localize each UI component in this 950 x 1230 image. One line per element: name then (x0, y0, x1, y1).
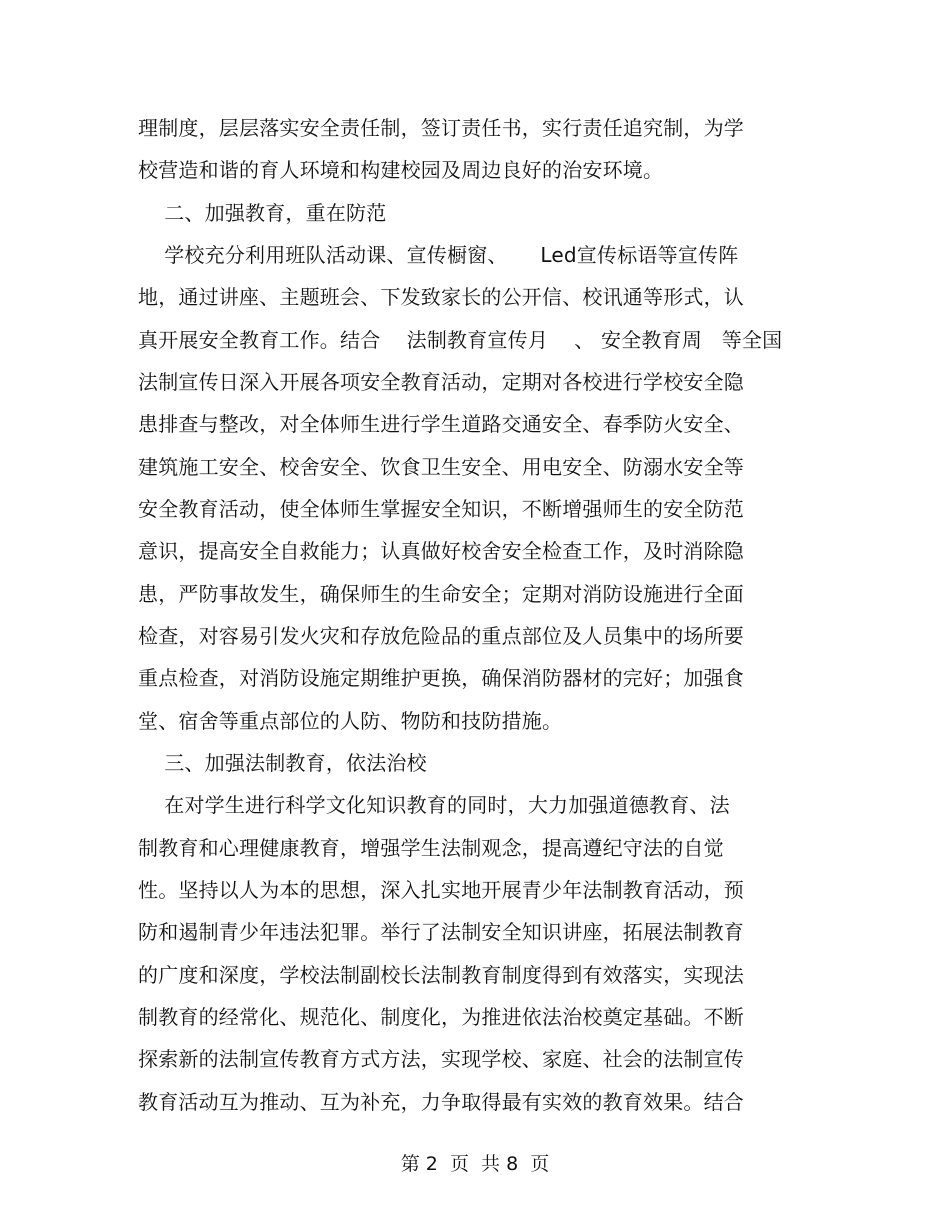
body-text-line: 校营造和谐的育人环境和构建校园及周边良好的治安环境。 (138, 158, 664, 182)
body-text-line: 安全教育活动，使全体师生掌握安全知识，不断增强师生的安全防范 (138, 497, 744, 521)
body-text-line: 患，严防事故发生，确保师生的生命安全；定期对消防设施进行全面 (138, 582, 744, 606)
body-text-line: 堂、宿舍等重点部位的人防、物防和技防措施。 (138, 709, 563, 733)
page-number-footer: 第 2 页 共 8 页 (400, 1153, 550, 1175)
section-heading: 二、加强教育，重在防范 (138, 201, 387, 225)
body-text-line: 法制宣传日深入开展各项安全教育活动，定期对各校进行学校安全隐 (138, 370, 744, 394)
body-text-line: 防和遏制青少年违法犯罪。举行了法制安全知识讲座，拓展法制教育 (138, 920, 744, 944)
body-text-line: 建筑施工安全、校舍安全、饮食卫生安全、用电安全、防溺水安全等 (138, 455, 744, 479)
body-text-line: 学校充分利用班队活动课、宣传橱窗、 Led宣传标语等宣传阵 (138, 243, 739, 267)
body-text-line: 的广度和深度，学校法制副校长法制教育制度得到有效落实，实现法 (138, 963, 744, 987)
body-text-line: 性。坚持以人为本的思想，深入扎实地开展青少年法制教育活动，预 (138, 878, 744, 902)
body-text-line: 检查，对容易引发火灾和存放危险品的重点部位及人员集中的场所要 (138, 624, 744, 648)
section-heading: 三、加强法制教育，依法治校 (138, 751, 427, 775)
body-text-line: 在对学生进行科学文化知识教育的同时，大力加强道德教育、法 (138, 793, 730, 817)
body-text-line: 意识，提高安全自救能力；认真做好校舍安全检查工作，及时消除隐 (138, 539, 744, 563)
body-text-line: 制教育的经常化、规范化、制度化，为推进依法治校奠定基础。不断 (138, 1005, 744, 1029)
body-text-line: 真开展安全教育工作。结合 法制教育宣传月 、 安全教育周 等全国 (138, 328, 783, 352)
body-text-line: 探索新的法制宣传教育方式方法，实现学校、家庭、社会的法制宣传 (138, 1047, 744, 1071)
body-text-line: 患排查与整改，对全体师生进行学生道路交通安全、春季防火安全、 (138, 412, 744, 436)
body-text-line: 制教育和心理健康教育，增强学生法制观念，提高遵纪守法的自觉 (138, 836, 724, 860)
body-text-line: 教育活动互为推动、互为补充，力争取得最有实效的教育效果。结合 (138, 1090, 744, 1114)
body-text-line: 理制度，层层落实安全责任制，签订责任书，实行责任追究制，为学 (138, 116, 744, 140)
body-text-line: 重点检查，对消防设施定期维护更换，确保消防器材的完好；加强食 (138, 666, 744, 690)
body-text-line: 地，通过讲座、主题班会、下发致家长的公开信、校讯通等形式，认 (138, 285, 744, 309)
